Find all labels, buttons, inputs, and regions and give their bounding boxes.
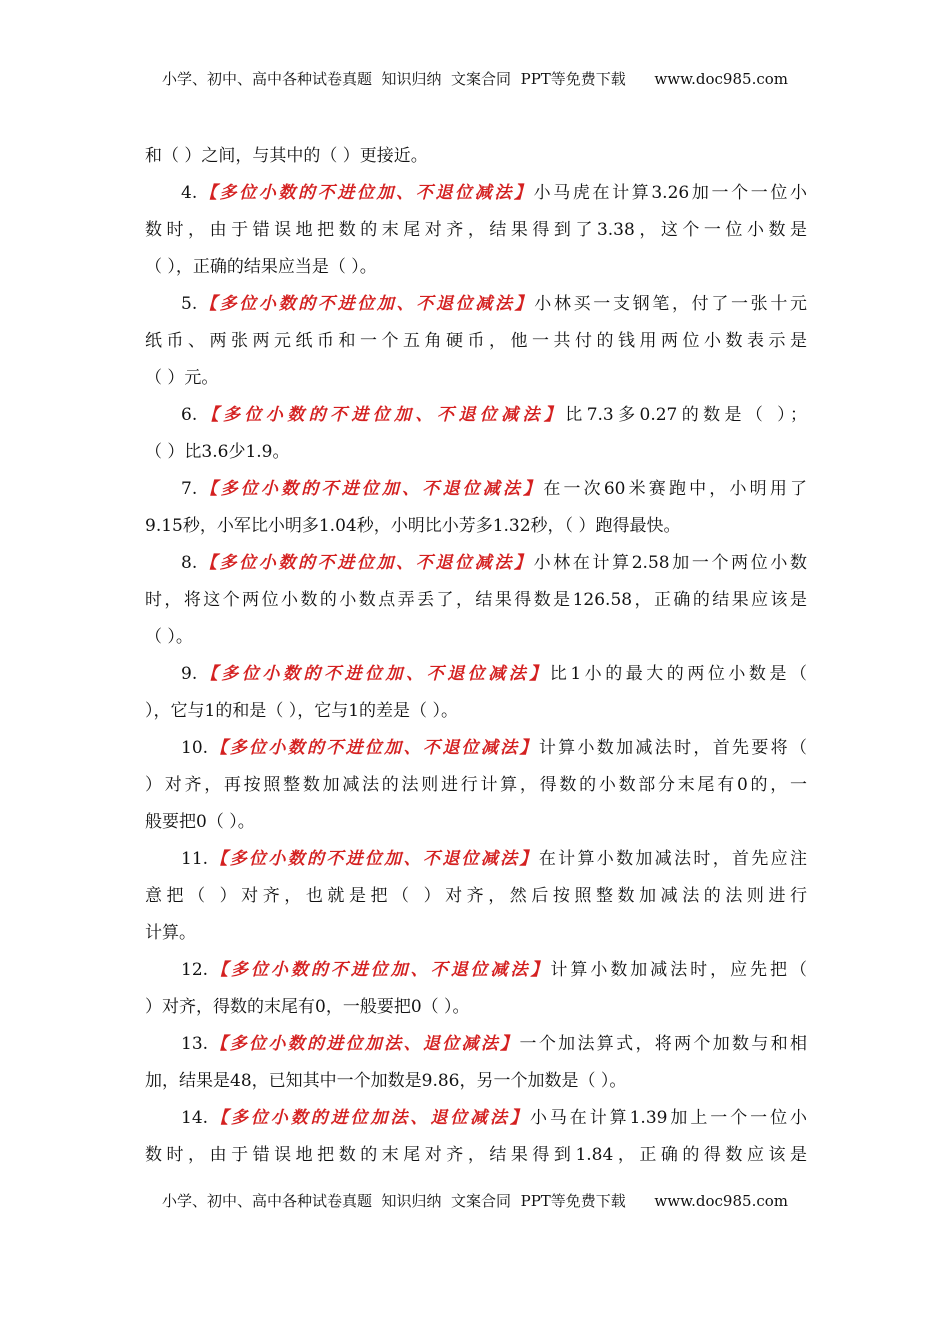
question-number: 11. [181, 849, 209, 869]
line-text: 数时，由于错误地把数的末尾对齐，结果得到1.84，正确的得数应该是 [145, 1145, 807, 1165]
question-14 [145, 1100, 807, 1137]
question-line [145, 249, 807, 286]
line-text: 般要把0（ ）。 [145, 812, 255, 832]
line-text: 意把（ ）对齐，也就是把（ ）对齐，然后按照整数加减法的法则进行 [145, 886, 807, 906]
line-text: 和（ ）之间，与其中的（ ）更接近。 [145, 146, 428, 166]
topic-tag: 【多位小数的不进位加、不退位减法】 [208, 960, 551, 980]
topic-tag: 【多位小数的进位加法、退位减法】 [208, 1108, 530, 1128]
question-line [145, 619, 807, 656]
line-text: 数时，由于错误地把数的末尾对齐，结果得到了3.38，这个一位小数是 [145, 220, 807, 240]
line-text: 一个加法算式，将两个加数与和相 [519, 1034, 807, 1054]
line-text: ）对齐，得数的末尾有0，一般要把0（ ）。 [145, 997, 470, 1017]
question-line [145, 360, 807, 397]
question-line [145, 582, 807, 619]
question-line [145, 915, 807, 952]
question-line [145, 508, 807, 545]
line-text: （ ）元。 [145, 368, 219, 388]
question-line [145, 138, 807, 175]
question-line [145, 434, 807, 471]
line-text: 9.15秒，小军比小明多1.04秒，小明比小芳多1.32秒，（ ）跑得最快。 [145, 516, 681, 536]
question-line [145, 804, 807, 841]
question-12 [145, 952, 807, 989]
question-line [145, 767, 807, 804]
topic-tag: 【多位小数的不进位加、不退位减法】 [208, 849, 539, 869]
line-text: ）对齐，再按照整数加减法的法则进行计算，得数的小数部分末尾有0的，一 [145, 775, 807, 795]
line-text: 时，将这个两位小数的小数点弄丢了，结果得数是126.58，正确的结果应该是 [145, 590, 807, 610]
page-footer: 小学、初中、高中各种试卷真题 知识归纳 文案合同 PPT等免费下载 www.doc985.com [161, 1192, 788, 1210]
line-text: （ ）比3.6少1.9。 [145, 442, 290, 462]
line-text: 纸币、两张两元纸币和一个五角硬币，他一共付的钱用两位小数表示是 [145, 331, 807, 351]
question-number: 10. [181, 738, 209, 758]
topic-tag: 【多位小数的不进位加、不退位减法】 [197, 479, 544, 499]
line-text: 计算小数加减法时，首先要将（ [538, 738, 807, 758]
question-number: 4. [181, 183, 198, 203]
line-text: 在计算小数加减法时，首先应注 [538, 849, 807, 869]
line-text: 计算小数加减法时，应先把（ [550, 960, 807, 980]
line-text: 在一次60米赛跑中，小明用了 [543, 479, 807, 499]
question-number: 12. [181, 960, 209, 980]
question-line [145, 1137, 807, 1174]
question-line [145, 693, 807, 730]
topic-tag: 【多位小数的不进位加、不退位减法】 [197, 183, 534, 203]
question-number: 9. [181, 664, 198, 684]
line-text: 小林买一支钢笔，付了一张十元 [534, 294, 807, 314]
question-number: 5. [181, 294, 198, 314]
topic-tag: 【多位小数的不进位加、不退位减法】 [208, 738, 539, 758]
line-text: 小马虎在计算3.26加一个一位小 [533, 183, 807, 203]
question-7 [145, 471, 807, 508]
question-11 [145, 841, 807, 878]
topic-tag: 【多位小数的不进位加、不退位减法】 [197, 405, 566, 425]
line-text: ），它与1的和是（ ），它与1的差是（ ）。 [145, 701, 458, 721]
question-line [145, 212, 807, 249]
question-6 [145, 397, 807, 434]
question-number: 8. [181, 553, 198, 573]
line-text: （ ）。 [145, 627, 193, 647]
topic-tag: 【多位小数的进位加法、退位减法】 [208, 1034, 520, 1054]
question-5 [145, 286, 807, 323]
question-number: 13. [181, 1034, 209, 1054]
page-header: 小学、初中、高中各种试卷真题 知识归纳 文案合同 PPT等免费下载 www.doc985.com [161, 70, 788, 88]
question-line [145, 878, 807, 915]
line-text: 小马在计算1.39加上一个一位小 [529, 1108, 807, 1128]
question-13 [145, 1026, 807, 1063]
line-text: 小林在计算2.58加一个两位小数 [533, 553, 807, 573]
question-9 [145, 656, 807, 693]
question-number: 14. [181, 1108, 209, 1128]
topic-tag: 【多位小数的不进位加、不退位减法】 [197, 553, 534, 573]
line-text: 加，结果是48，已知其中一个加数是9.86，另一个加数是（ ）。 [145, 1071, 627, 1091]
question-line [145, 1063, 807, 1100]
question-number: 7. [181, 479, 198, 499]
topic-tag: 【多位小数的不进位加、不退位减法】 [197, 664, 550, 684]
line-text: 比1小的最大的两位小数是（ [549, 664, 807, 684]
line-text: （ ），正确的结果应当是（ ）。 [145, 257, 377, 277]
question-10 [145, 730, 807, 767]
question-4 [145, 175, 807, 212]
question-number: 6. [181, 405, 198, 425]
question-line [145, 323, 807, 360]
question-8 [145, 545, 807, 582]
topic-tag: 【多位小数的不进位加、不退位减法】 [197, 294, 535, 314]
question-list [145, 138, 807, 1174]
line-text: 比7.3多0.27的数是（ ）； [565, 405, 807, 425]
line-text: 计算。 [145, 923, 196, 943]
question-line [145, 989, 807, 1026]
